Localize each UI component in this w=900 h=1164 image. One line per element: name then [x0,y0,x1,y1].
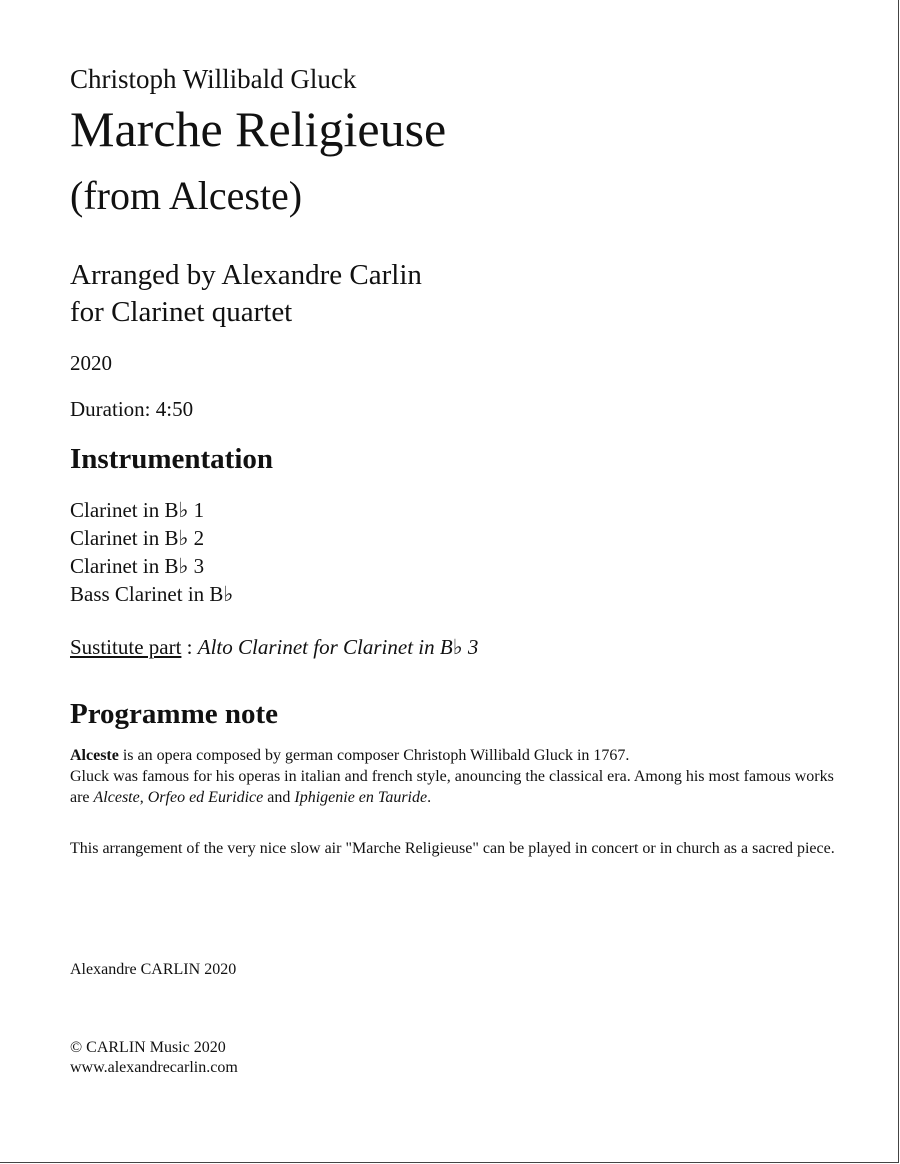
website-link[interactable]: www.alexandrecarlin.com [70,1059,238,1076]
instrument-part: Clarinet in B♭ 2 [70,526,205,550]
ensemble-credit: for Clarinet quartet [70,296,293,328]
substitute-separator: : [181,635,198,659]
instrument-part: Clarinet in B♭ 3 [70,554,205,578]
substitute-value: Alto Clarinet for Clarinet in B♭ 3 [197,635,479,659]
substitute-label: Sustitute part [70,635,182,659]
instrument-part: Clarinet in B♭ 1 [70,498,205,522]
substitute-part [70,635,478,660]
paragraph-text: Gluck was famous for his operas in italian and french style, anouncing the classical era. Among his most famous works are [70,768,834,806]
separator: . [427,789,432,806]
instrumentation-list [70,496,233,608]
work-title: Alceste [93,789,140,806]
arrangement-year: 2020 [70,351,112,375]
programme-note-paragraph-1 [70,745,850,808]
instrument-part: Bass Clarinet in B♭ [70,582,234,606]
composer-name: Christoph Willibald Gluck [70,64,357,94]
work-title: Orfeo ed Euridice [147,789,264,806]
opera-name-bold: Alceste [70,747,119,764]
piece-subtitle: (from Alceste) [70,173,303,218]
paragraph-text: is an opera composed by german composer Christoph Willibald Gluck in 1767. [118,747,630,764]
signature: Alexandre CARLIN 2020 [70,961,237,978]
programme-note-paragraph-2: This arrangement of the very nice slow air "Marche Religieuse" can be played in concert or in church as a sacred piece. [70,840,835,857]
programme-note-heading: Programme note [70,698,279,730]
instrumentation-heading: Instrumentation [70,443,274,475]
separator: , [139,789,148,806]
separator: and [263,789,295,806]
duration: Duration: 4:50 [70,397,194,421]
copyright-block [70,1038,238,1078]
copyright-notice: © CARLIN Music 2020 [70,1039,226,1056]
piece-title: Marche Religieuse [70,101,447,157]
arranger-credit: Arranged by Alexandre Carlin [70,259,422,291]
work-title: Iphigenie en Tauride [294,789,428,806]
